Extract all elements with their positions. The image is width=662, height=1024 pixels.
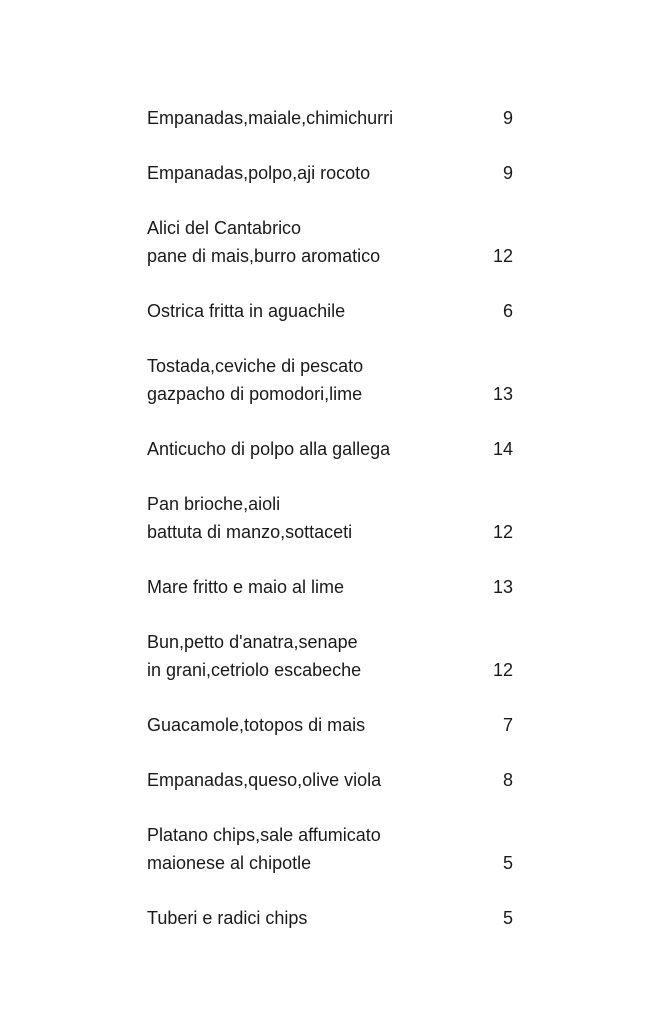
item-price: 6 [502, 301, 513, 321]
item-price: 13 [492, 384, 513, 404]
menu-item [147, 159, 517, 187]
item-description: gazpacho di pomodori,lime [147, 384, 363, 404]
item-description: Empanadas,queso,olive viola [147, 770, 382, 790]
item-description: Mare fritto e maio al lime [147, 577, 345, 597]
item-description: Pan brioche,aioli [147, 494, 281, 514]
item-description: in grani,cetriolo escabeche [147, 660, 362, 680]
menu-item [147, 104, 517, 132]
item-description: pane di mais,burro aromatico [147, 246, 381, 266]
item-description: Alici del Cantabrico [147, 218, 302, 238]
item-price: 7 [502, 715, 513, 735]
item-price: 9 [502, 108, 513, 128]
item-price: 5 [502, 908, 513, 928]
menu-item [147, 821, 517, 877]
item-description: battuta di manzo,sottaceti [147, 522, 353, 542]
item-price: 12 [492, 246, 513, 266]
item-description: Guacamole,totopos di mais [147, 715, 366, 735]
item-description: Anticucho di polpo alla gallega [147, 439, 391, 459]
item-price: 13 [492, 577, 513, 597]
item-description: Platano chips,sale affumicato [147, 825, 381, 845]
item-description: maionese al chipotle [147, 853, 312, 873]
menu-item [147, 711, 517, 739]
item-price: 9 [502, 163, 513, 183]
item-description: Empanadas,polpo,aji rocoto [147, 163, 371, 183]
menu-list [147, 104, 517, 959]
item-description: Empanadas,maiale,chimichurri [147, 108, 394, 128]
item-description: Bun,petto d'anatra,senape [147, 632, 358, 652]
item-price: 14 [492, 439, 513, 459]
item-description: Ostrica fritta in aguachile [147, 301, 346, 321]
menu-item [147, 352, 517, 408]
item-description: Tuberi e radici chips [147, 908, 308, 928]
menu-item [147, 904, 517, 932]
item-price: 12 [492, 660, 513, 680]
menu-item [147, 628, 517, 684]
item-price: 8 [502, 770, 513, 790]
item-price: 12 [492, 522, 513, 542]
item-description: Tostada,ceviche di pescato [147, 356, 364, 376]
menu-item [147, 435, 517, 463]
menu-item [147, 297, 517, 325]
menu-item [147, 490, 517, 546]
menu-item [147, 214, 517, 270]
menu-item [147, 573, 517, 601]
item-price: 5 [502, 853, 513, 873]
menu-item [147, 766, 517, 794]
